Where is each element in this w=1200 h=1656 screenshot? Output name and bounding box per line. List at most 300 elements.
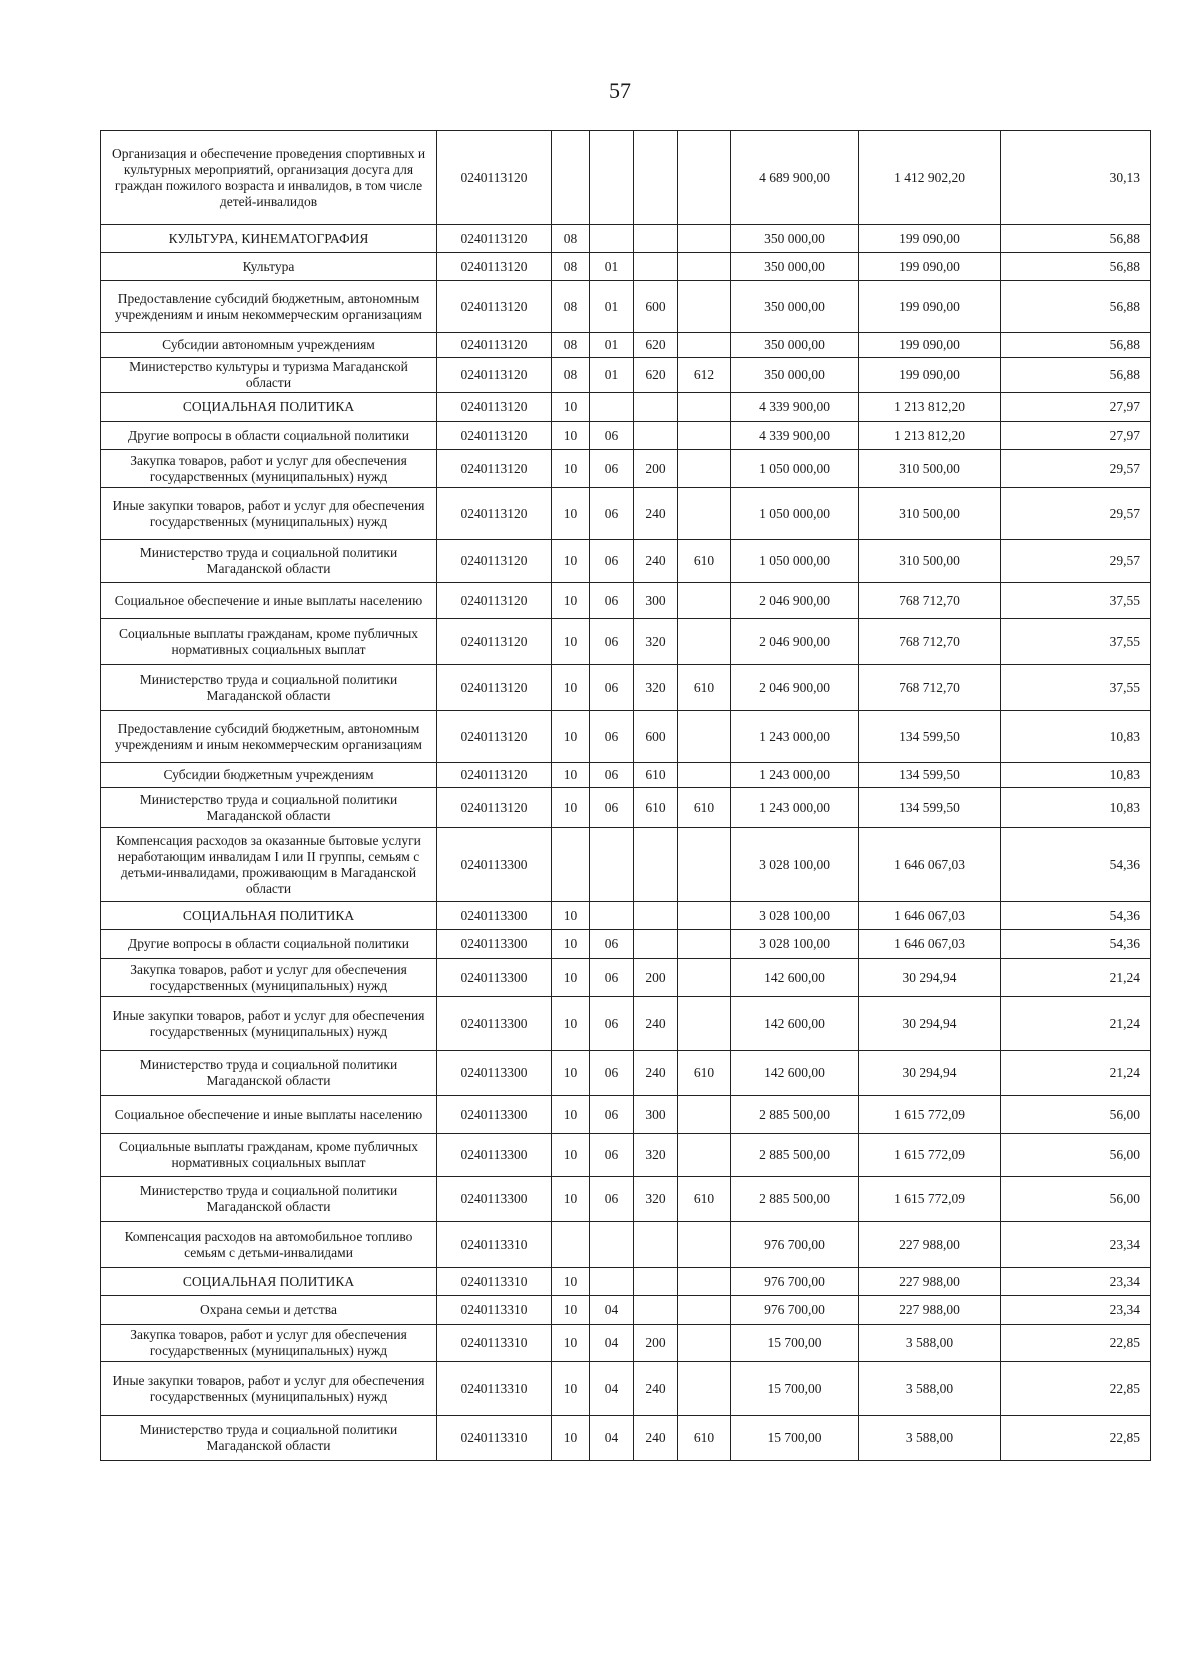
row-pct: 54,36 bbox=[1001, 930, 1151, 959]
row-fact: 1 646 067,03 bbox=[859, 902, 1001, 930]
row-fact: 30 294,94 bbox=[859, 1051, 1001, 1096]
row-rz: 10 bbox=[552, 997, 590, 1051]
row-kvsr bbox=[678, 1296, 731, 1325]
row-kvsr bbox=[678, 583, 731, 619]
row-csr: 0240113120 bbox=[437, 333, 552, 358]
row-kvsr bbox=[678, 902, 731, 930]
row-pct: 56,00 bbox=[1001, 1134, 1151, 1177]
row-rz: 10 bbox=[552, 665, 590, 711]
row-vr bbox=[634, 1296, 678, 1325]
row-pr: 01 bbox=[590, 358, 634, 393]
row-vr bbox=[634, 902, 678, 930]
row-vr bbox=[634, 225, 678, 253]
row-plan: 3 028 100,00 bbox=[731, 902, 859, 930]
row-fact: 199 090,00 bbox=[859, 358, 1001, 393]
row-pct: 23,34 bbox=[1001, 1222, 1151, 1268]
row-rz bbox=[552, 131, 590, 225]
row-vr: 610 bbox=[634, 763, 678, 788]
row-vr bbox=[634, 253, 678, 281]
row-rz bbox=[552, 828, 590, 902]
table-row bbox=[101, 788, 1151, 828]
row-csr: 0240113120 bbox=[437, 393, 552, 422]
budget-table bbox=[100, 130, 1151, 1461]
row-kvsr bbox=[678, 253, 731, 281]
row-plan: 2 885 500,00 bbox=[731, 1134, 859, 1177]
row-plan: 15 700,00 bbox=[731, 1325, 859, 1362]
row-pct: 10,83 bbox=[1001, 763, 1151, 788]
row-pr: 04 bbox=[590, 1296, 634, 1325]
row-rz: 10 bbox=[552, 1051, 590, 1096]
row-csr: 0240113310 bbox=[437, 1296, 552, 1325]
row-name: Культура bbox=[101, 253, 437, 281]
row-name: Субсидии бюджетным учреждениям bbox=[101, 763, 437, 788]
row-pr: 06 bbox=[590, 959, 634, 997]
row-plan: 2 046 900,00 bbox=[731, 665, 859, 711]
row-csr: 0240113310 bbox=[437, 1222, 552, 1268]
table-row bbox=[101, 540, 1151, 583]
row-vr: 600 bbox=[634, 711, 678, 763]
row-csr: 0240113300 bbox=[437, 1096, 552, 1134]
row-vr: 240 bbox=[634, 1051, 678, 1096]
row-kvsr bbox=[678, 1325, 731, 1362]
row-kvsr bbox=[678, 763, 731, 788]
row-fact: 1 412 902,20 bbox=[859, 131, 1001, 225]
row-csr: 0240113300 bbox=[437, 828, 552, 902]
row-rz: 10 bbox=[552, 959, 590, 997]
row-kvsr bbox=[678, 1268, 731, 1296]
row-plan: 1 243 000,00 bbox=[731, 763, 859, 788]
row-kvsr: 610 bbox=[678, 1416, 731, 1461]
row-kvsr: 610 bbox=[678, 1177, 731, 1222]
row-rz: 10 bbox=[552, 619, 590, 665]
row-rz: 10 bbox=[552, 450, 590, 488]
row-pct: 37,55 bbox=[1001, 619, 1151, 665]
row-rz: 10 bbox=[552, 788, 590, 828]
row-plan: 15 700,00 bbox=[731, 1416, 859, 1461]
row-rz: 08 bbox=[552, 281, 590, 333]
row-pr: 04 bbox=[590, 1416, 634, 1461]
row-vr bbox=[634, 1222, 678, 1268]
row-name: Предоставление субсидий бюджетным, автономным учреждениям и иным некоммерческим организациям bbox=[101, 281, 437, 333]
table-row bbox=[101, 333, 1151, 358]
row-fact: 227 988,00 bbox=[859, 1268, 1001, 1296]
row-kvsr bbox=[678, 393, 731, 422]
row-csr: 0240113310 bbox=[437, 1416, 552, 1461]
row-rz: 10 bbox=[552, 1325, 590, 1362]
row-rz: 10 bbox=[552, 1268, 590, 1296]
row-kvsr bbox=[678, 828, 731, 902]
row-name: Другие вопросы в области социальной политики bbox=[101, 422, 437, 450]
row-pct: 56,00 bbox=[1001, 1096, 1151, 1134]
row-vr: 320 bbox=[634, 619, 678, 665]
row-rz bbox=[552, 1222, 590, 1268]
row-plan: 976 700,00 bbox=[731, 1222, 859, 1268]
row-plan: 1 050 000,00 bbox=[731, 488, 859, 540]
row-kvsr: 610 bbox=[678, 665, 731, 711]
row-vr bbox=[634, 131, 678, 225]
row-vr: 320 bbox=[634, 665, 678, 711]
row-vr: 240 bbox=[634, 1362, 678, 1416]
row-vr: 240 bbox=[634, 540, 678, 583]
row-kvsr bbox=[678, 930, 731, 959]
row-pr: 06 bbox=[590, 1051, 634, 1096]
row-pct: 54,36 bbox=[1001, 902, 1151, 930]
row-csr: 0240113120 bbox=[437, 253, 552, 281]
row-csr: 0240113120 bbox=[437, 711, 552, 763]
table-row bbox=[101, 450, 1151, 488]
row-vr bbox=[634, 393, 678, 422]
row-fact: 134 599,50 bbox=[859, 788, 1001, 828]
row-plan: 350 000,00 bbox=[731, 358, 859, 393]
row-csr: 0240113120 bbox=[437, 281, 552, 333]
row-fact: 1 615 772,09 bbox=[859, 1134, 1001, 1177]
row-csr: 0240113120 bbox=[437, 422, 552, 450]
row-plan: 350 000,00 bbox=[731, 281, 859, 333]
row-name: Закупка товаров, работ и услуг для обеспечения государственных (муниципальных) нужд bbox=[101, 450, 437, 488]
row-pct: 21,24 bbox=[1001, 1051, 1151, 1096]
table-row bbox=[101, 930, 1151, 959]
row-kvsr bbox=[678, 225, 731, 253]
row-pct: 56,88 bbox=[1001, 281, 1151, 333]
row-pct: 27,97 bbox=[1001, 422, 1151, 450]
table-row bbox=[101, 1096, 1151, 1134]
row-pr bbox=[590, 1222, 634, 1268]
table-row bbox=[101, 1134, 1151, 1177]
row-csr: 0240113300 bbox=[437, 1051, 552, 1096]
row-kvsr bbox=[678, 711, 731, 763]
table-row bbox=[101, 253, 1151, 281]
row-pct: 56,00 bbox=[1001, 1177, 1151, 1222]
row-vr: 300 bbox=[634, 1096, 678, 1134]
row-pr: 06 bbox=[590, 665, 634, 711]
row-kvsr bbox=[678, 1362, 731, 1416]
row-csr: 0240113120 bbox=[437, 665, 552, 711]
row-csr: 0240113120 bbox=[437, 225, 552, 253]
row-pct: 23,34 bbox=[1001, 1296, 1151, 1325]
table-row bbox=[101, 763, 1151, 788]
row-pr: 01 bbox=[590, 253, 634, 281]
row-fact: 1 615 772,09 bbox=[859, 1177, 1001, 1222]
row-name: Охрана семьи и детства bbox=[101, 1296, 437, 1325]
row-plan: 976 700,00 bbox=[731, 1296, 859, 1325]
row-plan: 3 028 100,00 bbox=[731, 930, 859, 959]
row-plan: 3 028 100,00 bbox=[731, 828, 859, 902]
row-plan: 2 885 500,00 bbox=[731, 1177, 859, 1222]
row-fact: 199 090,00 bbox=[859, 333, 1001, 358]
row-kvsr: 612 bbox=[678, 358, 731, 393]
row-vr: 240 bbox=[634, 1416, 678, 1461]
row-name: КУЛЬТУРА, КИНЕМАТОГРАФИЯ bbox=[101, 225, 437, 253]
row-csr: 0240113120 bbox=[437, 788, 552, 828]
row-csr: 0240113120 bbox=[437, 131, 552, 225]
table-row bbox=[101, 1177, 1151, 1222]
row-fact: 199 090,00 bbox=[859, 253, 1001, 281]
row-kvsr bbox=[678, 422, 731, 450]
row-kvsr bbox=[678, 1222, 731, 1268]
row-pct: 29,57 bbox=[1001, 540, 1151, 583]
row-name: Социальные выплаты гражданам, кроме публичных нормативных социальных выплат bbox=[101, 619, 437, 665]
row-rz: 10 bbox=[552, 1177, 590, 1222]
row-fact: 227 988,00 bbox=[859, 1222, 1001, 1268]
row-pct: 56,88 bbox=[1001, 253, 1151, 281]
row-pr: 06 bbox=[590, 1096, 634, 1134]
page-number: 57 bbox=[609, 78, 631, 103]
table-row bbox=[101, 959, 1151, 997]
row-pr: 06 bbox=[590, 1134, 634, 1177]
row-pct: 22,85 bbox=[1001, 1325, 1151, 1362]
row-name: Социальное обеспечение и иные выплаты населению bbox=[101, 583, 437, 619]
row-fact: 1 646 067,03 bbox=[859, 930, 1001, 959]
row-plan: 2 046 900,00 bbox=[731, 619, 859, 665]
row-vr: 240 bbox=[634, 488, 678, 540]
table-row bbox=[101, 828, 1151, 902]
row-kvsr: 610 bbox=[678, 540, 731, 583]
row-name: Министерство труда и социальной политики Магаданской области bbox=[101, 1177, 437, 1222]
table-row bbox=[101, 1051, 1151, 1096]
table-row bbox=[101, 358, 1151, 393]
row-pr: 06 bbox=[590, 619, 634, 665]
table-row bbox=[101, 131, 1151, 225]
row-rz: 10 bbox=[552, 488, 590, 540]
row-pct: 56,88 bbox=[1001, 333, 1151, 358]
row-name: Закупка товаров, работ и услуг для обеспечения государственных (муниципальных) нужд bbox=[101, 1325, 437, 1362]
row-vr: 200 bbox=[634, 959, 678, 997]
row-pr: 01 bbox=[590, 281, 634, 333]
row-pct: 29,57 bbox=[1001, 488, 1151, 540]
row-pr bbox=[590, 1268, 634, 1296]
row-name: Компенсация расходов на автомобильное топливо семьям с детьми-инвалидами bbox=[101, 1222, 437, 1268]
row-vr: 610 bbox=[634, 788, 678, 828]
row-fact: 1 213 812,20 bbox=[859, 393, 1001, 422]
row-csr: 0240113120 bbox=[437, 358, 552, 393]
row-name: Организация и обеспечение проведения спортивных и культурных мероприятий, организация досуга для граждан пожилого возраста и инвалидов, в том числе детей-инвалидов bbox=[101, 131, 437, 225]
row-vr: 240 bbox=[634, 997, 678, 1051]
row-fact: 310 500,00 bbox=[859, 450, 1001, 488]
row-kvsr bbox=[678, 619, 731, 665]
row-csr: 0240113300 bbox=[437, 997, 552, 1051]
row-pr: 06 bbox=[590, 422, 634, 450]
row-name: Иные закупки товаров, работ и услуг для обеспечения государственных (муниципальных) нужд bbox=[101, 488, 437, 540]
row-csr: 0240113120 bbox=[437, 540, 552, 583]
row-vr: 620 bbox=[634, 358, 678, 393]
row-fact: 310 500,00 bbox=[859, 488, 1001, 540]
row-pr bbox=[590, 902, 634, 930]
row-pct: 37,55 bbox=[1001, 583, 1151, 619]
row-fact: 1 213 812,20 bbox=[859, 422, 1001, 450]
table-row bbox=[101, 1268, 1151, 1296]
row-csr: 0240113310 bbox=[437, 1362, 552, 1416]
row-vr: 200 bbox=[634, 1325, 678, 1362]
row-csr: 0240113120 bbox=[437, 619, 552, 665]
row-name: Министерство труда и социальной политики Магаданской области bbox=[101, 1051, 437, 1096]
row-name: Министерство труда и социальной политики Магаданской области bbox=[101, 788, 437, 828]
row-csr: 0240113120 bbox=[437, 583, 552, 619]
row-vr bbox=[634, 828, 678, 902]
row-name: СОЦИАЛЬНАЯ ПОЛИТИКА bbox=[101, 902, 437, 930]
row-plan: 350 000,00 bbox=[731, 225, 859, 253]
row-pr bbox=[590, 131, 634, 225]
table-row bbox=[101, 281, 1151, 333]
row-rz: 10 bbox=[552, 1134, 590, 1177]
row-fact: 3 588,00 bbox=[859, 1416, 1001, 1461]
row-pct: 29,57 bbox=[1001, 450, 1151, 488]
row-rz: 10 bbox=[552, 583, 590, 619]
row-name: Министерство труда и социальной политики Магаданской области bbox=[101, 540, 437, 583]
table-row bbox=[101, 1416, 1151, 1461]
row-pr: 06 bbox=[590, 711, 634, 763]
row-vr: 320 bbox=[634, 1134, 678, 1177]
row-kvsr bbox=[678, 997, 731, 1051]
row-csr: 0240113120 bbox=[437, 488, 552, 540]
row-pct: 30,13 bbox=[1001, 131, 1151, 225]
row-pr: 06 bbox=[590, 930, 634, 959]
row-csr: 0240113300 bbox=[437, 959, 552, 997]
table-row bbox=[101, 1222, 1151, 1268]
row-pr: 06 bbox=[590, 583, 634, 619]
row-plan: 15 700,00 bbox=[731, 1362, 859, 1416]
row-plan: 2 046 900,00 bbox=[731, 583, 859, 619]
table-row bbox=[101, 1296, 1151, 1325]
row-rz: 10 bbox=[552, 1296, 590, 1325]
table-row bbox=[101, 1325, 1151, 1362]
row-csr: 0240113120 bbox=[437, 450, 552, 488]
row-fact: 768 712,70 bbox=[859, 665, 1001, 711]
row-vr: 200 bbox=[634, 450, 678, 488]
table-row bbox=[101, 665, 1151, 711]
row-pr: 06 bbox=[590, 763, 634, 788]
row-name: Предоставление субсидий бюджетным, автономным учреждениям и иным некоммерческим организациям bbox=[101, 711, 437, 763]
row-csr: 0240113300 bbox=[437, 930, 552, 959]
table-row bbox=[101, 583, 1151, 619]
row-fact: 768 712,70 bbox=[859, 619, 1001, 665]
row-rz: 10 bbox=[552, 711, 590, 763]
row-pr bbox=[590, 393, 634, 422]
row-vr bbox=[634, 1268, 678, 1296]
row-pr: 06 bbox=[590, 1177, 634, 1222]
row-pct: 37,55 bbox=[1001, 665, 1151, 711]
row-rz: 10 bbox=[552, 930, 590, 959]
row-rz: 10 bbox=[552, 1416, 590, 1461]
row-fact: 310 500,00 bbox=[859, 540, 1001, 583]
row-csr: 0240113310 bbox=[437, 1325, 552, 1362]
row-pr: 01 bbox=[590, 333, 634, 358]
row-rz: 10 bbox=[552, 422, 590, 450]
table-row bbox=[101, 711, 1151, 763]
row-plan: 142 600,00 bbox=[731, 997, 859, 1051]
table-row bbox=[101, 1362, 1151, 1416]
row-kvsr bbox=[678, 281, 731, 333]
table-row bbox=[101, 997, 1151, 1051]
row-fact: 1 615 772,09 bbox=[859, 1096, 1001, 1134]
row-pct: 22,85 bbox=[1001, 1362, 1151, 1416]
row-plan: 350 000,00 bbox=[731, 333, 859, 358]
row-kvsr bbox=[678, 1096, 731, 1134]
row-rz: 10 bbox=[552, 393, 590, 422]
row-kvsr: 610 bbox=[678, 788, 731, 828]
row-pct: 10,83 bbox=[1001, 788, 1151, 828]
row-rz: 08 bbox=[552, 225, 590, 253]
row-name: Другие вопросы в области социальной политики bbox=[101, 930, 437, 959]
row-rz: 10 bbox=[552, 763, 590, 788]
row-name: Субсидии автономным учреждениям bbox=[101, 333, 437, 358]
row-fact: 30 294,94 bbox=[859, 959, 1001, 997]
row-name: Министерство труда и социальной политики Магаданской области bbox=[101, 665, 437, 711]
row-pr: 06 bbox=[590, 450, 634, 488]
row-plan: 4 339 900,00 bbox=[731, 422, 859, 450]
row-rz: 08 bbox=[552, 333, 590, 358]
row-pct: 56,88 bbox=[1001, 358, 1151, 393]
row-pct: 23,34 bbox=[1001, 1268, 1151, 1296]
row-fact: 1 646 067,03 bbox=[859, 828, 1001, 902]
row-fact: 3 588,00 bbox=[859, 1362, 1001, 1416]
table-row bbox=[101, 902, 1151, 930]
row-csr: 0240113300 bbox=[437, 1177, 552, 1222]
row-rz: 10 bbox=[552, 1096, 590, 1134]
table-row bbox=[101, 619, 1151, 665]
row-pct: 10,83 bbox=[1001, 711, 1151, 763]
row-pr: 04 bbox=[590, 1325, 634, 1362]
row-kvsr bbox=[678, 131, 731, 225]
row-rz: 10 bbox=[552, 540, 590, 583]
table-row bbox=[101, 225, 1151, 253]
row-name: Иные закупки товаров, работ и услуг для обеспечения государственных (муниципальных) нужд bbox=[101, 997, 437, 1051]
row-name: Социальные выплаты гражданам, кроме публичных нормативных социальных выплат bbox=[101, 1134, 437, 1177]
row-fact: 199 090,00 bbox=[859, 281, 1001, 333]
row-vr: 620 bbox=[634, 333, 678, 358]
row-pr bbox=[590, 225, 634, 253]
row-plan: 142 600,00 bbox=[731, 959, 859, 997]
row-pct: 27,97 bbox=[1001, 393, 1151, 422]
row-name: Иные закупки товаров, работ и услуг для обеспечения государственных (муниципальных) нужд bbox=[101, 1362, 437, 1416]
row-plan: 976 700,00 bbox=[731, 1268, 859, 1296]
row-vr: 600 bbox=[634, 281, 678, 333]
row-plan: 1 243 000,00 bbox=[731, 788, 859, 828]
row-vr bbox=[634, 930, 678, 959]
table-row bbox=[101, 393, 1151, 422]
row-name: Министерство труда и социальной политики Магаданской области bbox=[101, 1416, 437, 1461]
row-plan: 4 689 900,00 bbox=[731, 131, 859, 225]
row-rz: 10 bbox=[552, 1362, 590, 1416]
row-fact: 3 588,00 bbox=[859, 1325, 1001, 1362]
row-plan: 1 050 000,00 bbox=[731, 450, 859, 488]
row-pr: 06 bbox=[590, 997, 634, 1051]
row-kvsr bbox=[678, 450, 731, 488]
row-vr: 320 bbox=[634, 1177, 678, 1222]
row-plan: 2 885 500,00 bbox=[731, 1096, 859, 1134]
row-rz: 10 bbox=[552, 902, 590, 930]
row-rz: 08 bbox=[552, 253, 590, 281]
row-pr: 06 bbox=[590, 488, 634, 540]
row-fact: 134 599,50 bbox=[859, 711, 1001, 763]
table-row bbox=[101, 422, 1151, 450]
row-pr: 06 bbox=[590, 788, 634, 828]
row-pct: 21,24 bbox=[1001, 997, 1151, 1051]
row-plan: 1 243 000,00 bbox=[731, 711, 859, 763]
row-kvsr bbox=[678, 333, 731, 358]
row-fact: 30 294,94 bbox=[859, 997, 1001, 1051]
table-row bbox=[101, 488, 1151, 540]
row-name: Закупка товаров, работ и услуг для обеспечения государственных (муниципальных) нужд bbox=[101, 959, 437, 997]
row-fact: 227 988,00 bbox=[859, 1296, 1001, 1325]
row-pct: 54,36 bbox=[1001, 828, 1151, 902]
row-pct: 56,88 bbox=[1001, 225, 1151, 253]
row-fact: 134 599,50 bbox=[859, 763, 1001, 788]
row-rz: 08 bbox=[552, 358, 590, 393]
row-name: Компенсация расходов за оказанные бытовые услуги неработающим инвалидам I или II группы, семьям с детьми-инвалидами, проживающим в Магаданской области bbox=[101, 828, 437, 902]
row-fact: 199 090,00 bbox=[859, 225, 1001, 253]
row-kvsr bbox=[678, 959, 731, 997]
row-name: Министерство культуры и туризма Магаданской области bbox=[101, 358, 437, 393]
